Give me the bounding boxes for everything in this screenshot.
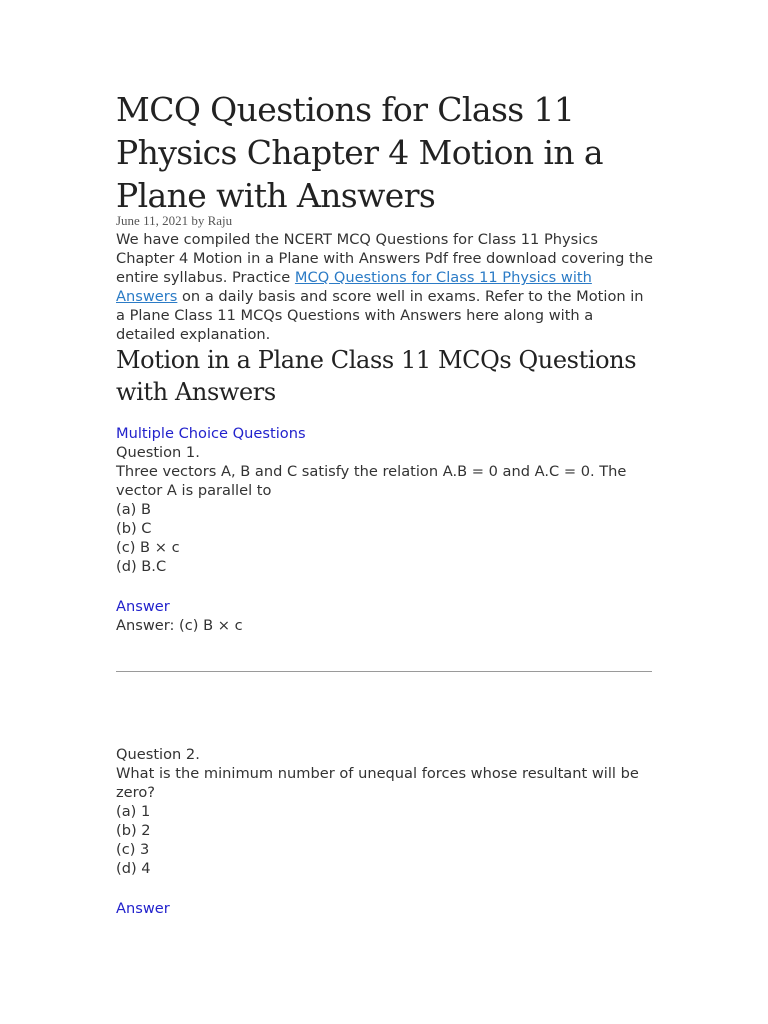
mcq-label: Multiple Choice Questions xyxy=(116,425,306,442)
answer-toggle[interactable]: Answer xyxy=(116,900,170,917)
answer-toggle[interactable]: Answer xyxy=(116,598,170,615)
option-c: (c) 3 xyxy=(116,841,150,858)
option-d: (d) B.C xyxy=(116,558,167,575)
option-d: (d) 4 xyxy=(116,860,151,877)
option-a: (a) B xyxy=(116,501,151,518)
mcq-questions-link[interactable]: MCQ Questions for Class 11 Physics with Answers xyxy=(116,269,592,305)
question-number: Question 2. xyxy=(116,746,200,763)
question-1 xyxy=(116,424,656,576)
question-2 xyxy=(116,745,656,878)
question-text: Three vectors A, B and C satisfy the relation A.B = 0 and A.C = 0. The vector A is parallel to xyxy=(116,463,627,499)
divider xyxy=(116,671,652,672)
option-b: (b) 2 xyxy=(116,822,151,839)
intro-paragraph xyxy=(116,230,656,344)
question-number: Question 1. xyxy=(116,444,200,461)
section-heading: Motion in a Plane Class 11 MCQs Questions with Answers xyxy=(116,346,637,406)
post-meta: June 11, 2021 by Raju xyxy=(116,213,233,228)
answer-2 xyxy=(116,899,656,918)
option-a: (a) 1 xyxy=(116,803,151,820)
answer-text: Answer: (c) B × c xyxy=(116,617,243,634)
option-b: (b) C xyxy=(116,520,152,537)
intro-text-end: on a daily basis and score well in exams. Refer to the Motion in a Plane Class 11 MCQs Questions with Answers here along with a detailed explanation. xyxy=(116,288,644,343)
answer-1 xyxy=(116,597,656,635)
question-text: What is the minimum number of unequal forces whose resultant will be zero? xyxy=(116,765,639,801)
intro-text-start: We have compiled the NCERT MCQ Questions for Class 11 Physics Chapter 4 Motion in a Plane with Answers Pdf free download covering the entire syllabus. Practice xyxy=(116,231,653,286)
option-c: (c) B × c xyxy=(116,539,180,556)
page-title: MCQ Questions for Class 11 Physics Chapter 4 Motion in a Plane with Answers xyxy=(116,90,603,215)
